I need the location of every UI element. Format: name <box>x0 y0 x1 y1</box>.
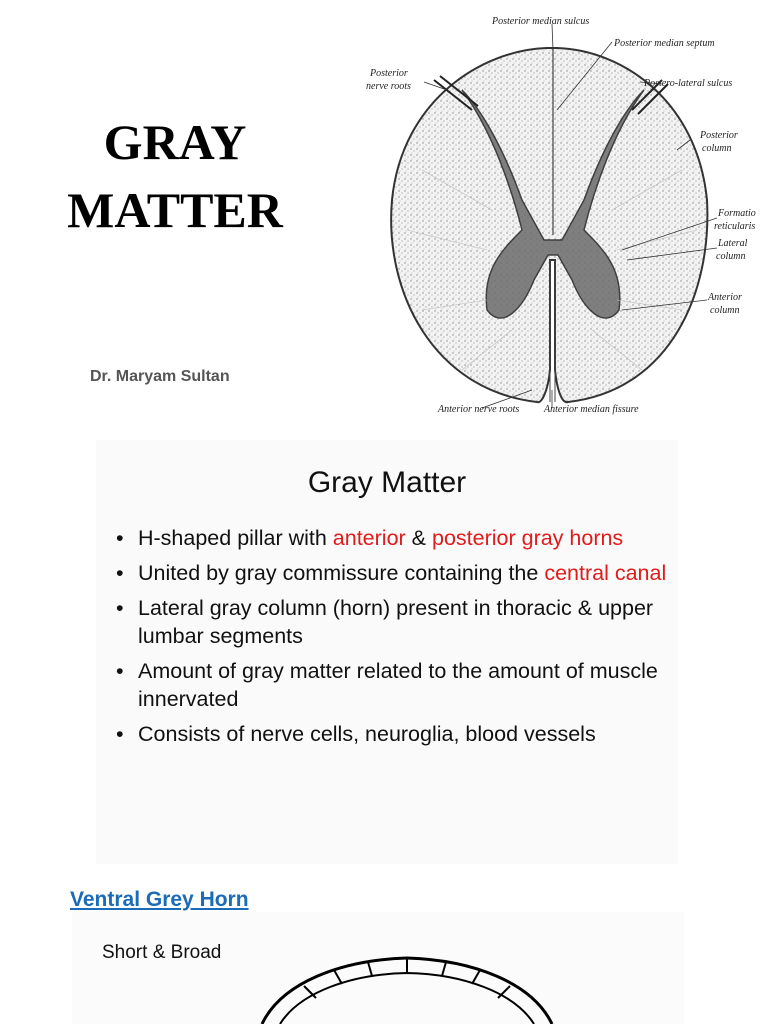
ventral-horn-slide <box>72 912 684 1024</box>
bullet-text: United by gray commissure containing the <box>138 561 545 585</box>
spinal-cord-cross-section-diagram <box>362 10 768 420</box>
gray-matter-slide <box>96 440 678 864</box>
ventral-horn-diagram <box>72 912 684 1024</box>
slide-title <box>40 108 310 244</box>
bullet-text: Consists of nerve cells, neuroglia, blood vessels <box>138 722 596 746</box>
bullet-text: H-shaped pillar with <box>138 526 333 550</box>
label-lateral-column: Lateral <box>718 238 748 249</box>
highlight-anterior: anterior <box>332 526 406 550</box>
bullet-item-lateral-column <box>114 594 668 650</box>
bullet-dot: • <box>116 561 124 585</box>
label-lateral-column-2: column <box>716 251 746 262</box>
bullet-item-consists <box>114 720 668 748</box>
slide-heading: Gray Matter <box>307 466 467 499</box>
bullet-item-commissure <box>114 559 668 587</box>
label-posterior-median-septum: Posterior median septum <box>614 38 715 49</box>
title-line-1: GRAY <box>103 114 247 170</box>
bullet-dot: • <box>116 722 124 746</box>
title-line-2: MATTER <box>67 182 283 238</box>
label-posterior-column: Posterior <box>700 130 738 141</box>
bullet-dot: • <box>116 596 124 620</box>
bullet-text: & <box>405 526 432 550</box>
label-anterior-median-fissure: Anterior median fissure <box>544 404 639 415</box>
highlight-posterior-gray-horns: posterior gray horns <box>431 526 624 550</box>
label-posterior-nerve-roots: Posterior <box>370 68 408 79</box>
label-posterior-nerve-roots-2: nerve roots <box>366 81 411 92</box>
bullet-item-amount <box>114 657 668 713</box>
slide3-text: Short & Broad <box>102 942 222 963</box>
bullet-text: Amount of gray matter related to the amount of muscle innervated <box>138 659 658 711</box>
label-anterior-nerve-roots: Anterior nerve roots <box>438 404 520 415</box>
ventral-grey-horn-link[interactable]: Ventral Grey Horn <box>70 888 249 911</box>
label-postero-lateral-sulcus: Postero-lateral sulcus <box>644 78 733 89</box>
label-anterior-column: Anterior <box>708 292 742 303</box>
bullet-text: Lateral gray column (horn) present in thoracic & upper lumbar segments <box>138 596 654 648</box>
author-name: Dr. Maryam Sultan <box>90 368 230 385</box>
label-anterior-column-2: column <box>710 305 740 316</box>
bullet-dot: • <box>116 526 124 550</box>
label-formatio-reticularis-2: reticularis <box>714 221 756 232</box>
bullet-list <box>114 524 668 755</box>
bullet-dot: • <box>116 659 124 683</box>
highlight-central-canal: central canal <box>544 561 667 585</box>
bullet-item-h-shaped <box>114 524 668 552</box>
cord-outline <box>391 48 707 402</box>
label-posterior-median-sulcus: Posterior median sulcus <box>492 16 590 27</box>
label-formatio-reticularis: Formatio <box>718 208 756 219</box>
label-posterior-column-2: column <box>702 143 732 154</box>
